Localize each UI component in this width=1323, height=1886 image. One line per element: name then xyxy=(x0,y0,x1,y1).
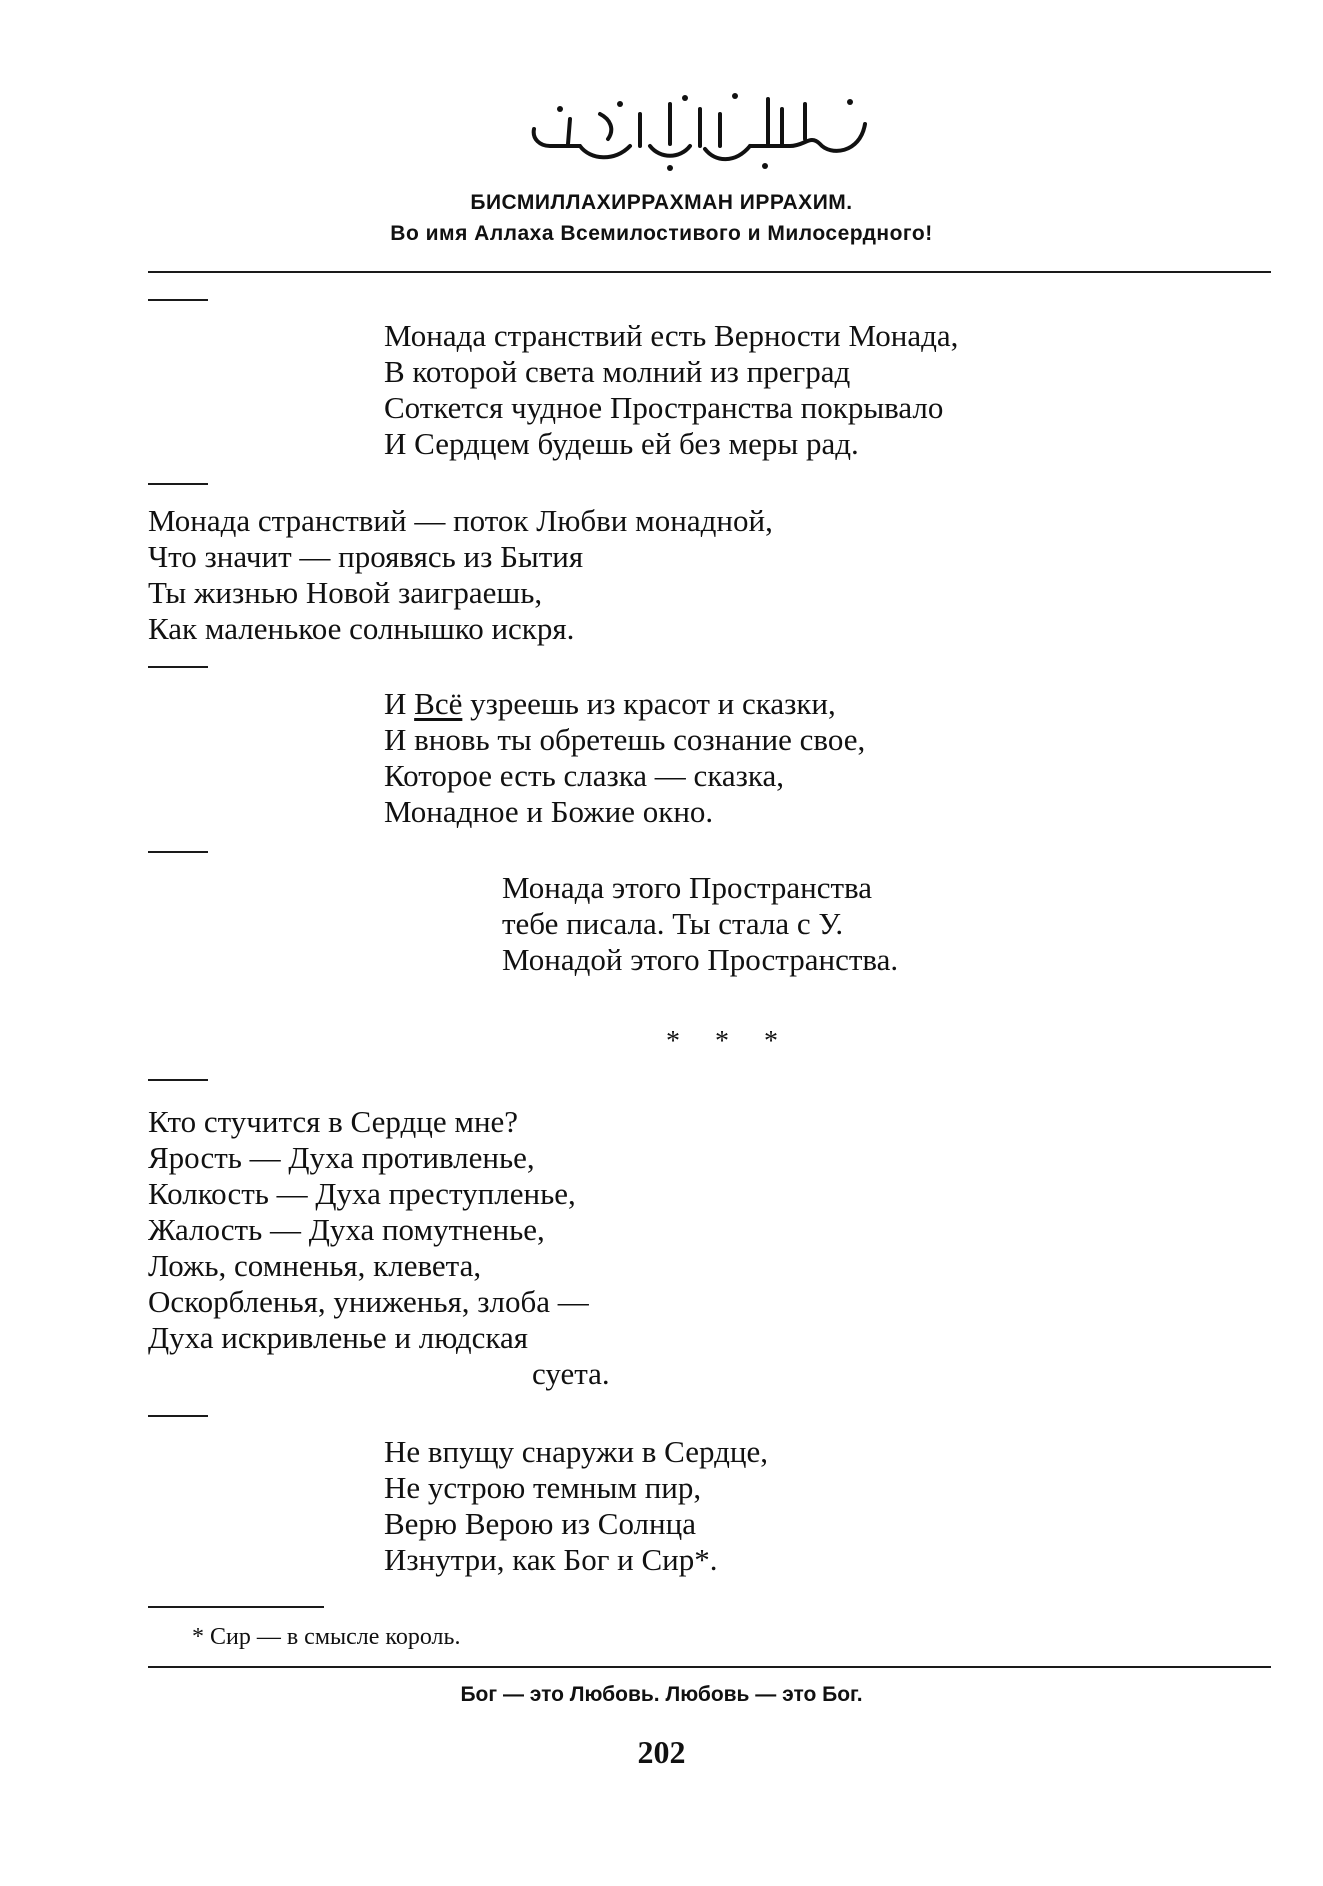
footnote: * Сир — в смысле король. xyxy=(192,1624,461,1650)
verse-line: Не устрою темным пир, xyxy=(384,1470,702,1505)
verse-line: Жалость — Духа помутненье, xyxy=(148,1212,545,1247)
stanza-1 xyxy=(384,318,958,462)
verse-line: Монада этого Пространства xyxy=(502,870,873,905)
header-title: БИСМИЛЛАХИРРАХМАН ИРРАХИМ. xyxy=(470,191,853,214)
verse-text: И xyxy=(384,686,415,721)
verse-line: Ты жизнью Новой заиграешь, xyxy=(148,575,543,610)
footnote-rule xyxy=(148,1606,324,1608)
stanza-3 xyxy=(384,686,865,830)
verse-line: суета. xyxy=(532,1356,610,1391)
verse-line: Колкость — Духа преступленье, xyxy=(148,1176,576,1211)
verse-line: Которое есть слазка — сказка, xyxy=(384,758,785,793)
verse-line: Как маленькое солнышко искря. xyxy=(148,611,575,646)
verse-line: Монада странствий есть Верности Монада, xyxy=(384,318,959,353)
footer-motto: Бог — это Любовь. Любовь — это Бог. xyxy=(460,1683,863,1706)
verse-line: Кто стучится в Сердце мне? xyxy=(148,1104,519,1139)
verse-line: Соткется чудное Пространства покрывало xyxy=(384,390,944,425)
stanza-2 xyxy=(148,503,773,647)
header-rule xyxy=(148,271,1271,273)
verse-line: Не впущу снаружи в Сердце, xyxy=(384,1434,768,1469)
verse-line: Монада странствий — поток Любви монадной, xyxy=(148,503,773,538)
verse-line: Монадой этого Пространства. xyxy=(502,942,899,977)
underlined-word: Всё xyxy=(414,686,463,721)
verse-line: Что значит — проявясь из Бытия xyxy=(148,539,584,574)
verse-line: Оскорбленья, униженья, злоба — xyxy=(148,1284,589,1319)
verse-line: Верю Верою из Солнца xyxy=(384,1506,696,1541)
stanza-5 xyxy=(148,1104,610,1392)
stanza-dash xyxy=(148,666,208,668)
verse-line: Духа искривленье и людская xyxy=(148,1320,528,1355)
verse-line xyxy=(384,686,865,722)
verse-line: Монадное и Божие окно. xyxy=(384,794,714,829)
stanza-dash xyxy=(148,483,208,485)
verse-line: Изнутри, как Бог и Сир*. xyxy=(384,1542,718,1577)
verse-text: узреешь из красот и сказки, xyxy=(462,686,836,721)
header-subtitle: Во имя Аллаха Всемилостивого и Милосердного! xyxy=(390,222,933,245)
verse-line: тебе писала. Ты стала с У. xyxy=(502,906,844,941)
stanza-6 xyxy=(384,1434,768,1578)
stanza-dash xyxy=(148,299,208,301)
stanza-dash xyxy=(148,1415,208,1417)
verse-line: И вновь ты обретешь сознание свое, xyxy=(384,722,866,757)
section-separator: * * * xyxy=(666,1026,792,1057)
basmala-calligraphy xyxy=(520,84,880,174)
stanza-4 xyxy=(502,870,898,978)
verse-line: Ложь, сомненья, клевета, xyxy=(148,1248,482,1283)
verse-line: Ярость — Духа противленье, xyxy=(148,1140,535,1175)
footer-rule xyxy=(148,1666,1271,1668)
verse-line: В которой света молний из преград xyxy=(384,354,851,389)
page-number: 202 xyxy=(637,1734,686,1770)
stanza-dash xyxy=(148,1079,208,1081)
stanza-dash xyxy=(148,851,208,853)
verse-line: И Сердцем будешь ей без меры рад. xyxy=(384,426,859,461)
